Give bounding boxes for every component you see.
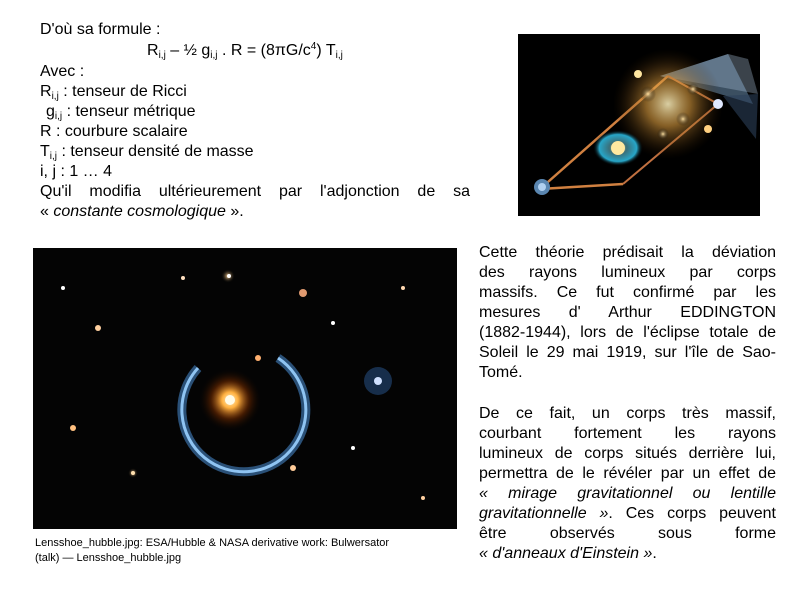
- horseshoe-einstein-ring-image: [33, 248, 457, 529]
- def-metric: $g_{i,j}$ : tenseur métrique: [46, 103, 196, 122]
- avec-label: Avec :: [40, 63, 85, 80]
- def-scalar-curvature: R : courbure scalaire: [40, 123, 188, 140]
- lens-diagram-illustration: [518, 34, 760, 216]
- def-mass-density: $T_{i,j}$ : tenseur densité de masse: [40, 143, 254, 162]
- lens-diagram-image: [518, 34, 760, 216]
- deflection-paragraph: Cette théorie prédisait la déviation des rayons lumineux par corps massifs. Ce fut confirmé par les mesures d' Arthur EDDINGTON (1882-1944), lors de l'éclipse totale de Soleil le 29 mai 1919, sur l'île de Sao- Tomé.: [479, 244, 776, 381]
- cosmological-constant-note: Qu'il modifia ultérieurement par l'adjonction de sa « constante cosmologique ».: [40, 183, 470, 220]
- einstein-formula: $R_{i,j}$ – ½ $g_{i,j}$ . $R = (8\pi G/c^4)$ $T_{i,j}$: [147, 41, 343, 61]
- gravitational-lens-paragraph: De ce fait, un corps très massif, courbant fortement les rayons lumineux de corps situés derrière lui, permettra de le révéler par un effet de « mirage gravitationnel ou lentille gravitationnelle ». Ces corps peuvent être observés sous forme « d'anneaux d'Einstein ».: [479, 405, 777, 562]
- formula-heading: D'où sa formule :: [40, 21, 161, 38]
- einstein-ring-illustration: [33, 248, 457, 529]
- def-ricci: $R_{i,j}$ : tenseur de Ricci: [40, 83, 187, 102]
- horseshoe-image-caption: Lensshoe_hubble.jpg: ESA/Hubble & NASA derivative work: Bulwersator (talk) — Lensshoe_hubble.jpg: [35, 537, 390, 564]
- def-indices: i, j : 1 … 4: [40, 163, 113, 180]
